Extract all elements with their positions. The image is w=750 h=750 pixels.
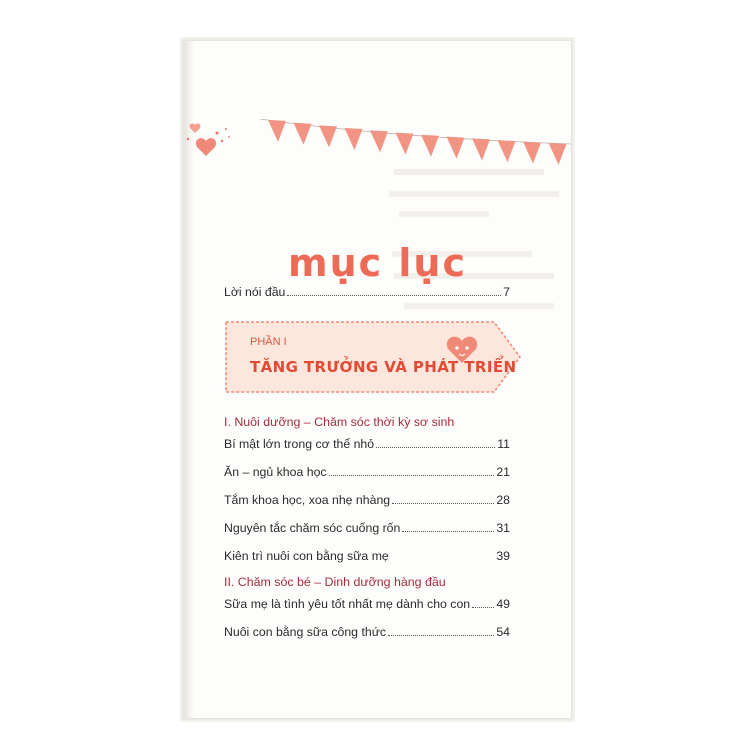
leader-dots bbox=[388, 635, 494, 636]
bunting-flag bbox=[319, 125, 337, 147]
bunting-flag bbox=[345, 128, 363, 150]
leader-dots bbox=[472, 607, 494, 608]
bunting-flag bbox=[370, 130, 388, 152]
bunting-flags bbox=[268, 120, 567, 165]
toc-entry-page: 28 bbox=[496, 493, 510, 507]
toc-entry-page: 49 bbox=[496, 597, 510, 611]
leader-dots bbox=[287, 295, 501, 296]
toc-entry bbox=[224, 493, 510, 507]
toc-entry bbox=[224, 465, 510, 479]
part-banner bbox=[222, 321, 522, 393]
leader-dots bbox=[402, 531, 494, 532]
part-label: PHẦN I bbox=[250, 336, 287, 348]
bunting-flag bbox=[294, 123, 312, 145]
toc-entry-label: Kiên trì nuôi con bằng sữa mẹ bbox=[224, 549, 389, 563]
bunting-flag bbox=[498, 140, 516, 162]
leader-dots bbox=[329, 475, 495, 476]
bunting-decoration bbox=[184, 119, 571, 199]
toc-entry-label: Nguyên tắc chăm sóc cuống rốn bbox=[224, 521, 401, 535]
toc-entry-label: Ăn – ngủ khoa học bbox=[224, 465, 327, 479]
toc-entry-preface bbox=[224, 285, 510, 299]
heart-decoration-icon bbox=[187, 124, 230, 156]
bunting-flag bbox=[549, 143, 567, 165]
bunting-flag bbox=[447, 137, 465, 159]
toc-entry-label: Tắm khoa học, xoa nhẹ nhàng bbox=[224, 493, 391, 507]
toc-entry bbox=[224, 437, 510, 451]
toc-entry-label: Nuôi con bằng sữa công thức bbox=[224, 625, 387, 639]
page-title: mục lục bbox=[287, 241, 467, 285]
toc-entry-page: 21 bbox=[496, 465, 510, 479]
toc-entry bbox=[224, 597, 510, 611]
bunting-flag bbox=[421, 135, 439, 157]
toc-entry-page: 11 bbox=[497, 437, 510, 451]
section-heading-2: II. Chăm sóc bé – Dinh dưỡng hàng đầu bbox=[224, 575, 446, 589]
leader-dots bbox=[392, 503, 494, 504]
section-heading-1: I. Nuôi dưỡng – Chăm sóc thời kỳ sơ sinh bbox=[224, 415, 455, 429]
bunting-flag bbox=[472, 138, 490, 160]
toc-entry bbox=[224, 549, 510, 563]
toc-entry-page: 31 bbox=[496, 521, 510, 535]
toc-entry-label: Sữa mẹ là tình yêu tốt nhất mẹ dành cho con bbox=[224, 597, 471, 611]
toc-entry-page: 7 bbox=[503, 285, 510, 299]
bunting-flag bbox=[523, 142, 541, 164]
toc-entry bbox=[224, 521, 510, 535]
bunting-flag bbox=[268, 120, 286, 142]
leader-dots bbox=[376, 447, 495, 448]
book-page bbox=[183, 40, 572, 719]
bunting-flag bbox=[396, 133, 414, 155]
toc-entry-page: 39 bbox=[496, 549, 510, 563]
toc-entry-page: 54 bbox=[496, 625, 510, 639]
toc-entry-label: Bí mật lớn trong cơ thể nhỏ bbox=[224, 437, 375, 451]
toc-entry bbox=[224, 625, 510, 639]
part-title: TĂNG TRƯỞNG VÀ PHÁT TRIỂN bbox=[250, 358, 517, 376]
toc-entry-label: Lời nói đầu bbox=[224, 285, 286, 299]
